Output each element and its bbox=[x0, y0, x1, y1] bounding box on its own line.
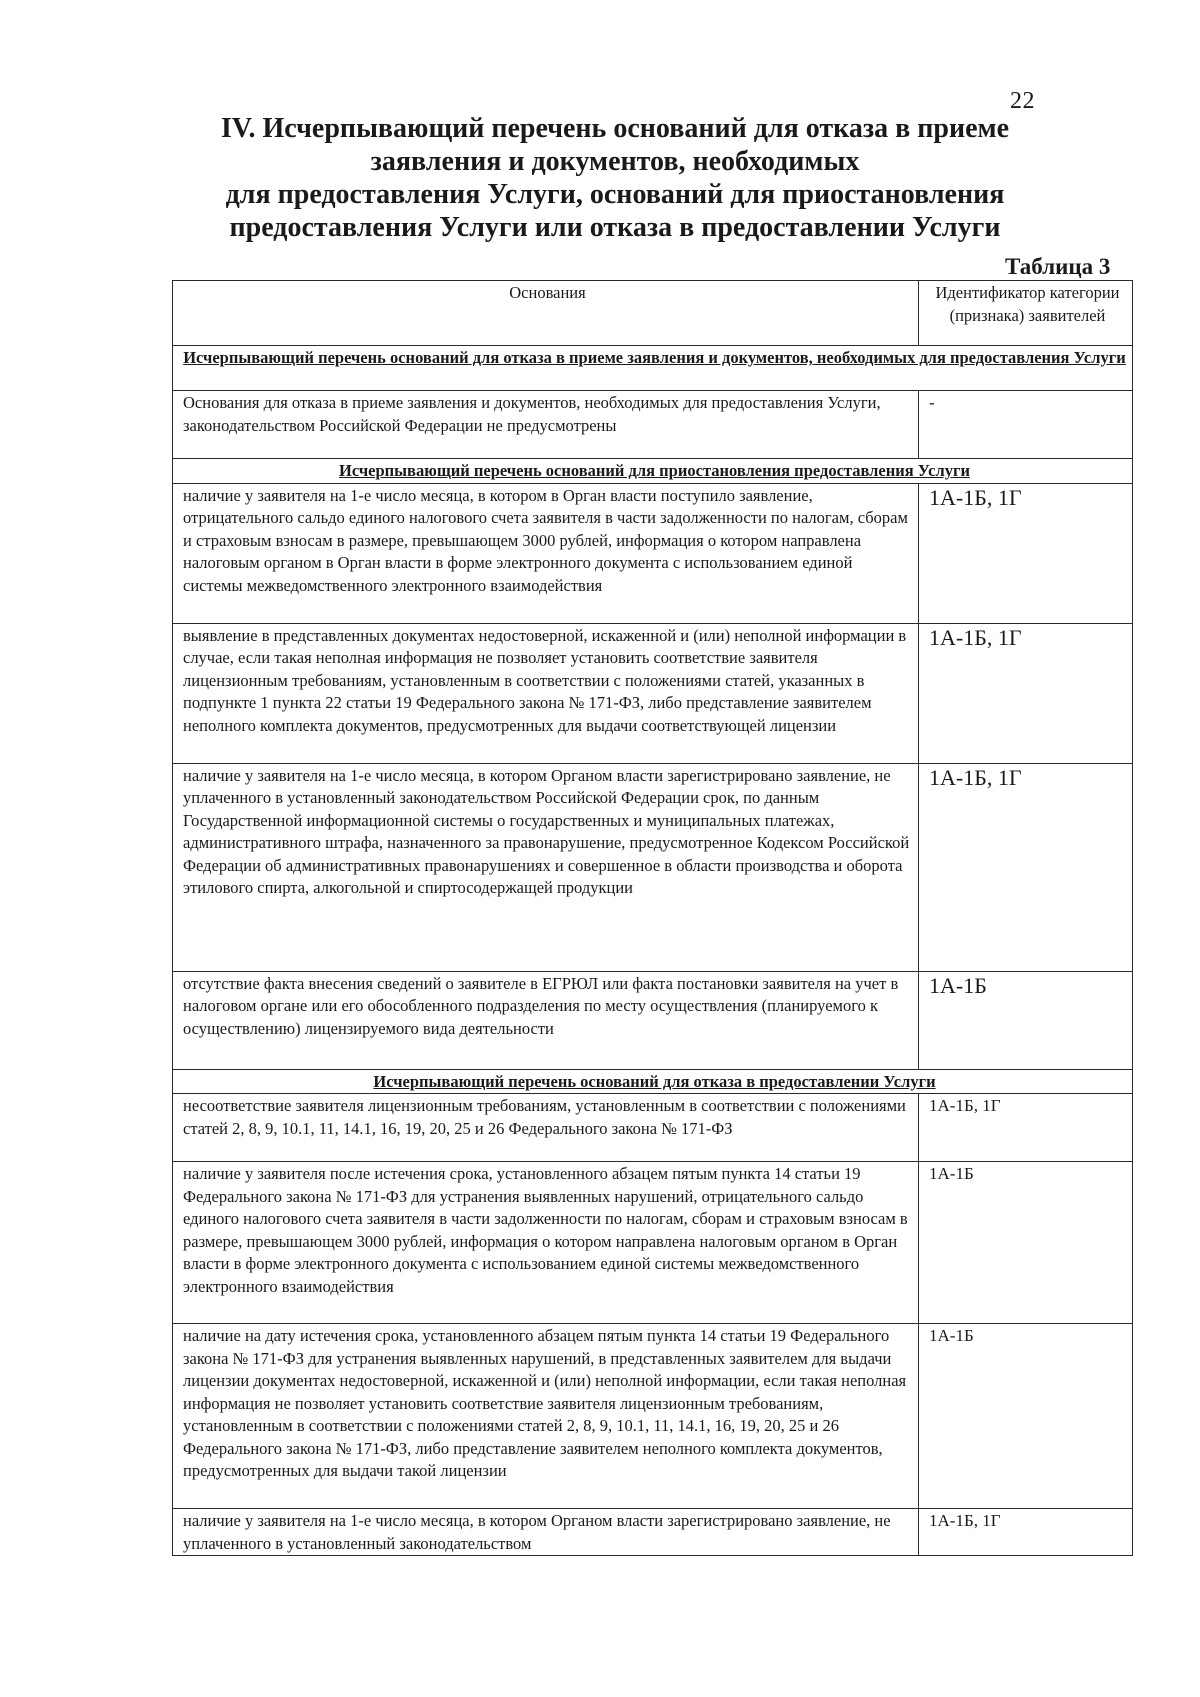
title-line: IV. Исчерпывающий перечень оснований для отказа в приеме bbox=[220, 113, 1010, 144]
header-identifier: Идентификатор категории (признака) заявителей bbox=[919, 281, 1133, 346]
identifier-cell: - bbox=[919, 391, 1133, 459]
reason-cell: выявление в представленных документах недостоверной, искаженной и (или) неполной информации в случае, если такая неполная информация не позволяет установить соответствие заявителя лицензионным требованиям, установленным в соответствии с положениями статей, указанных в подпункте 1 пункта 22 статьи 19 Федерального закона № 171-ФЗ, либо представление заявителем неполного комплекта документов, предусмотренных для выдачи соответствующей лицензии bbox=[173, 623, 919, 763]
table-row bbox=[173, 623, 1133, 763]
grounds-table bbox=[172, 280, 1133, 1556]
identifier-cell: 1А-1Б bbox=[919, 1324, 1133, 1509]
reason-cell: отсутствие факта внесения сведений о заявителе в ЕГРЮЛ или факта постановки заявителя на учет в налоговом органе или его обособленного подразделения по месту осуществления (планируемого к осуществлению) лицензируемого вида деятельности bbox=[173, 971, 919, 1069]
section-title bbox=[173, 346, 1133, 391]
reason-cell: наличие у заявителя на 1-е число месяца, в котором Органом власти зарегистрировано заявление, не уплаченного в установленный законодательством Российской Федерации срок, по данным Государственной информационной системы о государственных и муниципальных платежах, административного штрафа, назначенного за правонарушение, предусмотренное Кодексом Российской Федерации об административных правонарушениях и совершенное в области производства и оборота этилового спирта, алкогольной и спиртосодержащей продукции bbox=[173, 763, 919, 971]
table-row bbox=[173, 483, 1133, 623]
section-title-row bbox=[173, 459, 1133, 484]
identifier-cell: 1А-1Б, 1Г bbox=[919, 1509, 1133, 1556]
section-title-row bbox=[173, 1069, 1133, 1094]
table-row bbox=[173, 1324, 1133, 1509]
table-header-row bbox=[173, 281, 1133, 346]
identifier-cell: 1А-1Б bbox=[919, 971, 1133, 1069]
header-reasons: Основания bbox=[173, 281, 919, 346]
section-title-text: Исчерпывающий перечень оснований для отказа в предоставлении Услуги bbox=[373, 1071, 936, 1091]
title-line: для предоставления Услуги, оснований для приостановления bbox=[225, 179, 1005, 210]
page-title bbox=[150, 112, 1080, 244]
section-title-row bbox=[173, 346, 1133, 391]
page-number: 22 bbox=[1010, 88, 1035, 114]
identifier-cell: 1А-1Б bbox=[919, 1162, 1133, 1324]
section-title-text: Исчерпывающий перечень оснований для отказа в приеме заявления и документов, необходимых для предоставления Услуги bbox=[183, 348, 1126, 367]
table-row bbox=[173, 763, 1133, 971]
title-line: заявления и документов, необходимых bbox=[370, 146, 860, 177]
section-title-text: Исчерпывающий перечень оснований для приостановления предоставления Услуги bbox=[339, 461, 970, 480]
identifier-cell: 1А-1Б, 1Г bbox=[919, 763, 1133, 971]
title-line: предоставления Услуги или отказа в предоставлении Услуги bbox=[229, 212, 1001, 243]
section-title bbox=[173, 459, 1133, 484]
table-row bbox=[173, 971, 1133, 1069]
reason-cell: наличие у заявителя на 1-е число месяца, в котором Органом власти зарегистрировано заявление, не уплаченного в установленный законодательством bbox=[173, 1509, 919, 1556]
table-row bbox=[173, 1509, 1133, 1556]
reason-cell: наличие у заявителя на 1-е число месяца, в котором в Орган власти поступило заявление, отрицательного сальдо единого налогового счета заявителя в части задолженности по налогам, сборам и страховым взносам в размере, превышающем 3000 рублей, информация о котором направлена налоговым органом в Орган власти в форме электронного документа с использованием единой системы межведомственного электронного взаимодействия bbox=[173, 483, 919, 623]
identifier-cell: 1А-1Б, 1Г bbox=[919, 1094, 1133, 1162]
reason-cell: наличие у заявителя после истечения срока, установленного абзацем пятым пункта 14 статьи 19 Федерального закона № 171-ФЗ для устранения выявленных нарушений, отрицательного сальдо единого налогового счета заявителя в части задолженности по налогам, сборам и страховым взносам в размере, превышающем 3000 рублей, информация о котором направлена налоговым органом в Орган власти в форме электронного документа с использованием единой системы межведомственного электронного взаимодействия bbox=[173, 1162, 919, 1324]
identifier-cell: 1А-1Б, 1Г bbox=[919, 483, 1133, 623]
reason-cell: несоответствие заявителя лицензионным требованиям, установленным в соответствии с положениями статей 2, 8, 9, 10.1, 11, 14.1, 16, 19, 20, 25 и 26 Федерального закона № 171-ФЗ bbox=[173, 1094, 919, 1162]
table-caption: Таблица 3 bbox=[1005, 254, 1111, 279]
section-title bbox=[173, 1069, 1133, 1094]
identifier-cell: 1А-1Б, 1Г bbox=[919, 623, 1133, 763]
table-row bbox=[173, 1094, 1133, 1162]
table-row bbox=[173, 391, 1133, 459]
table-row bbox=[173, 1162, 1133, 1324]
reason-cell: наличие на дату истечения срока, установленного абзацем пятым пункта 14 статьи 19 Федерального закона № 171-ФЗ для устранения выявленных нарушений, в представленных заявителем для выдачи лицензии документах недостоверной, искаженной и (или) неполной информации, если такая неполная информация не позволяет установить соответствие заявителя лицензионным требованиям, установленным в соответствии с положениями статей 2, 8, 9, 10.1, 11, 14.1, 16, 19, 20, 25 и 26 Федерального закона № 171-ФЗ, либо представление заявителем неполного комплекта документов, предусмотренных для выдачи такой лицензии bbox=[173, 1324, 919, 1509]
reason-cell: Основания для отказа в приеме заявления и документов, необходимых для предоставления Услуги, законодательством Российской Федерации не предусмотрены bbox=[173, 391, 919, 459]
